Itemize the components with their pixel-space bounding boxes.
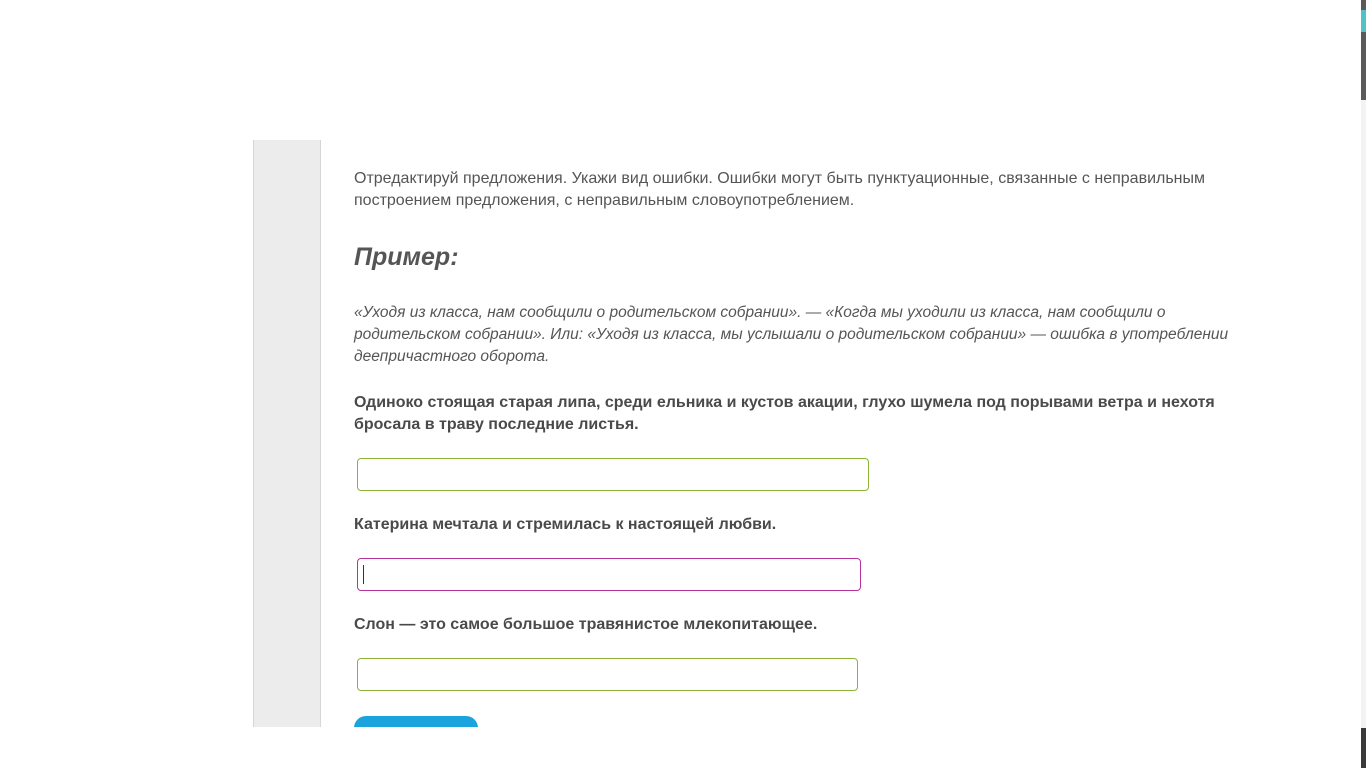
exercise-content <box>354 168 1254 368</box>
task-2-sentence: Катерина мечтала и стремилась к настоящей любви. <box>354 516 777 533</box>
task-3-sentence: Слон — это самое большое травянистое млекопитающее. <box>354 616 818 633</box>
task-2-answer-input[interactable] <box>357 558 861 591</box>
instructions-text: Отредактируй предложения. Укажи вид ошибки. Ошибки могут быть пунктуационные, связанные с неправильным построением предложения, с неправильным словоупотреблением. <box>354 170 1206 209</box>
task-1-answer-input[interactable] <box>357 458 869 491</box>
example-heading: Пример: <box>354 243 459 271</box>
text-caret <box>363 565 364 584</box>
scrollbar-bottom-segment <box>1361 728 1366 768</box>
scrollbar-track[interactable] <box>1361 0 1366 768</box>
example-text: «Уходя из класса, нам сообщили о родительском собрании». — «Когда мы уходили из класса, нам сообщили о родительском собрании». Или: «Уходя из класса, мы услышали о родительском собрании» — ошибка в употреблении деепричастного оборота. <box>354 304 1229 365</box>
viewport-bottom-edge <box>0 727 1366 768</box>
task-3-answer-input[interactable] <box>357 658 858 691</box>
scrollbar-accent <box>1361 10 1366 32</box>
task-1-sentence: Одиноко стоящая старая липа, среди ельника и кустов акации, глухо шумела под порывами ветра и нехотя бросала в траву последние листья. <box>354 394 1215 433</box>
left-sidebar-panel <box>253 140 321 728</box>
